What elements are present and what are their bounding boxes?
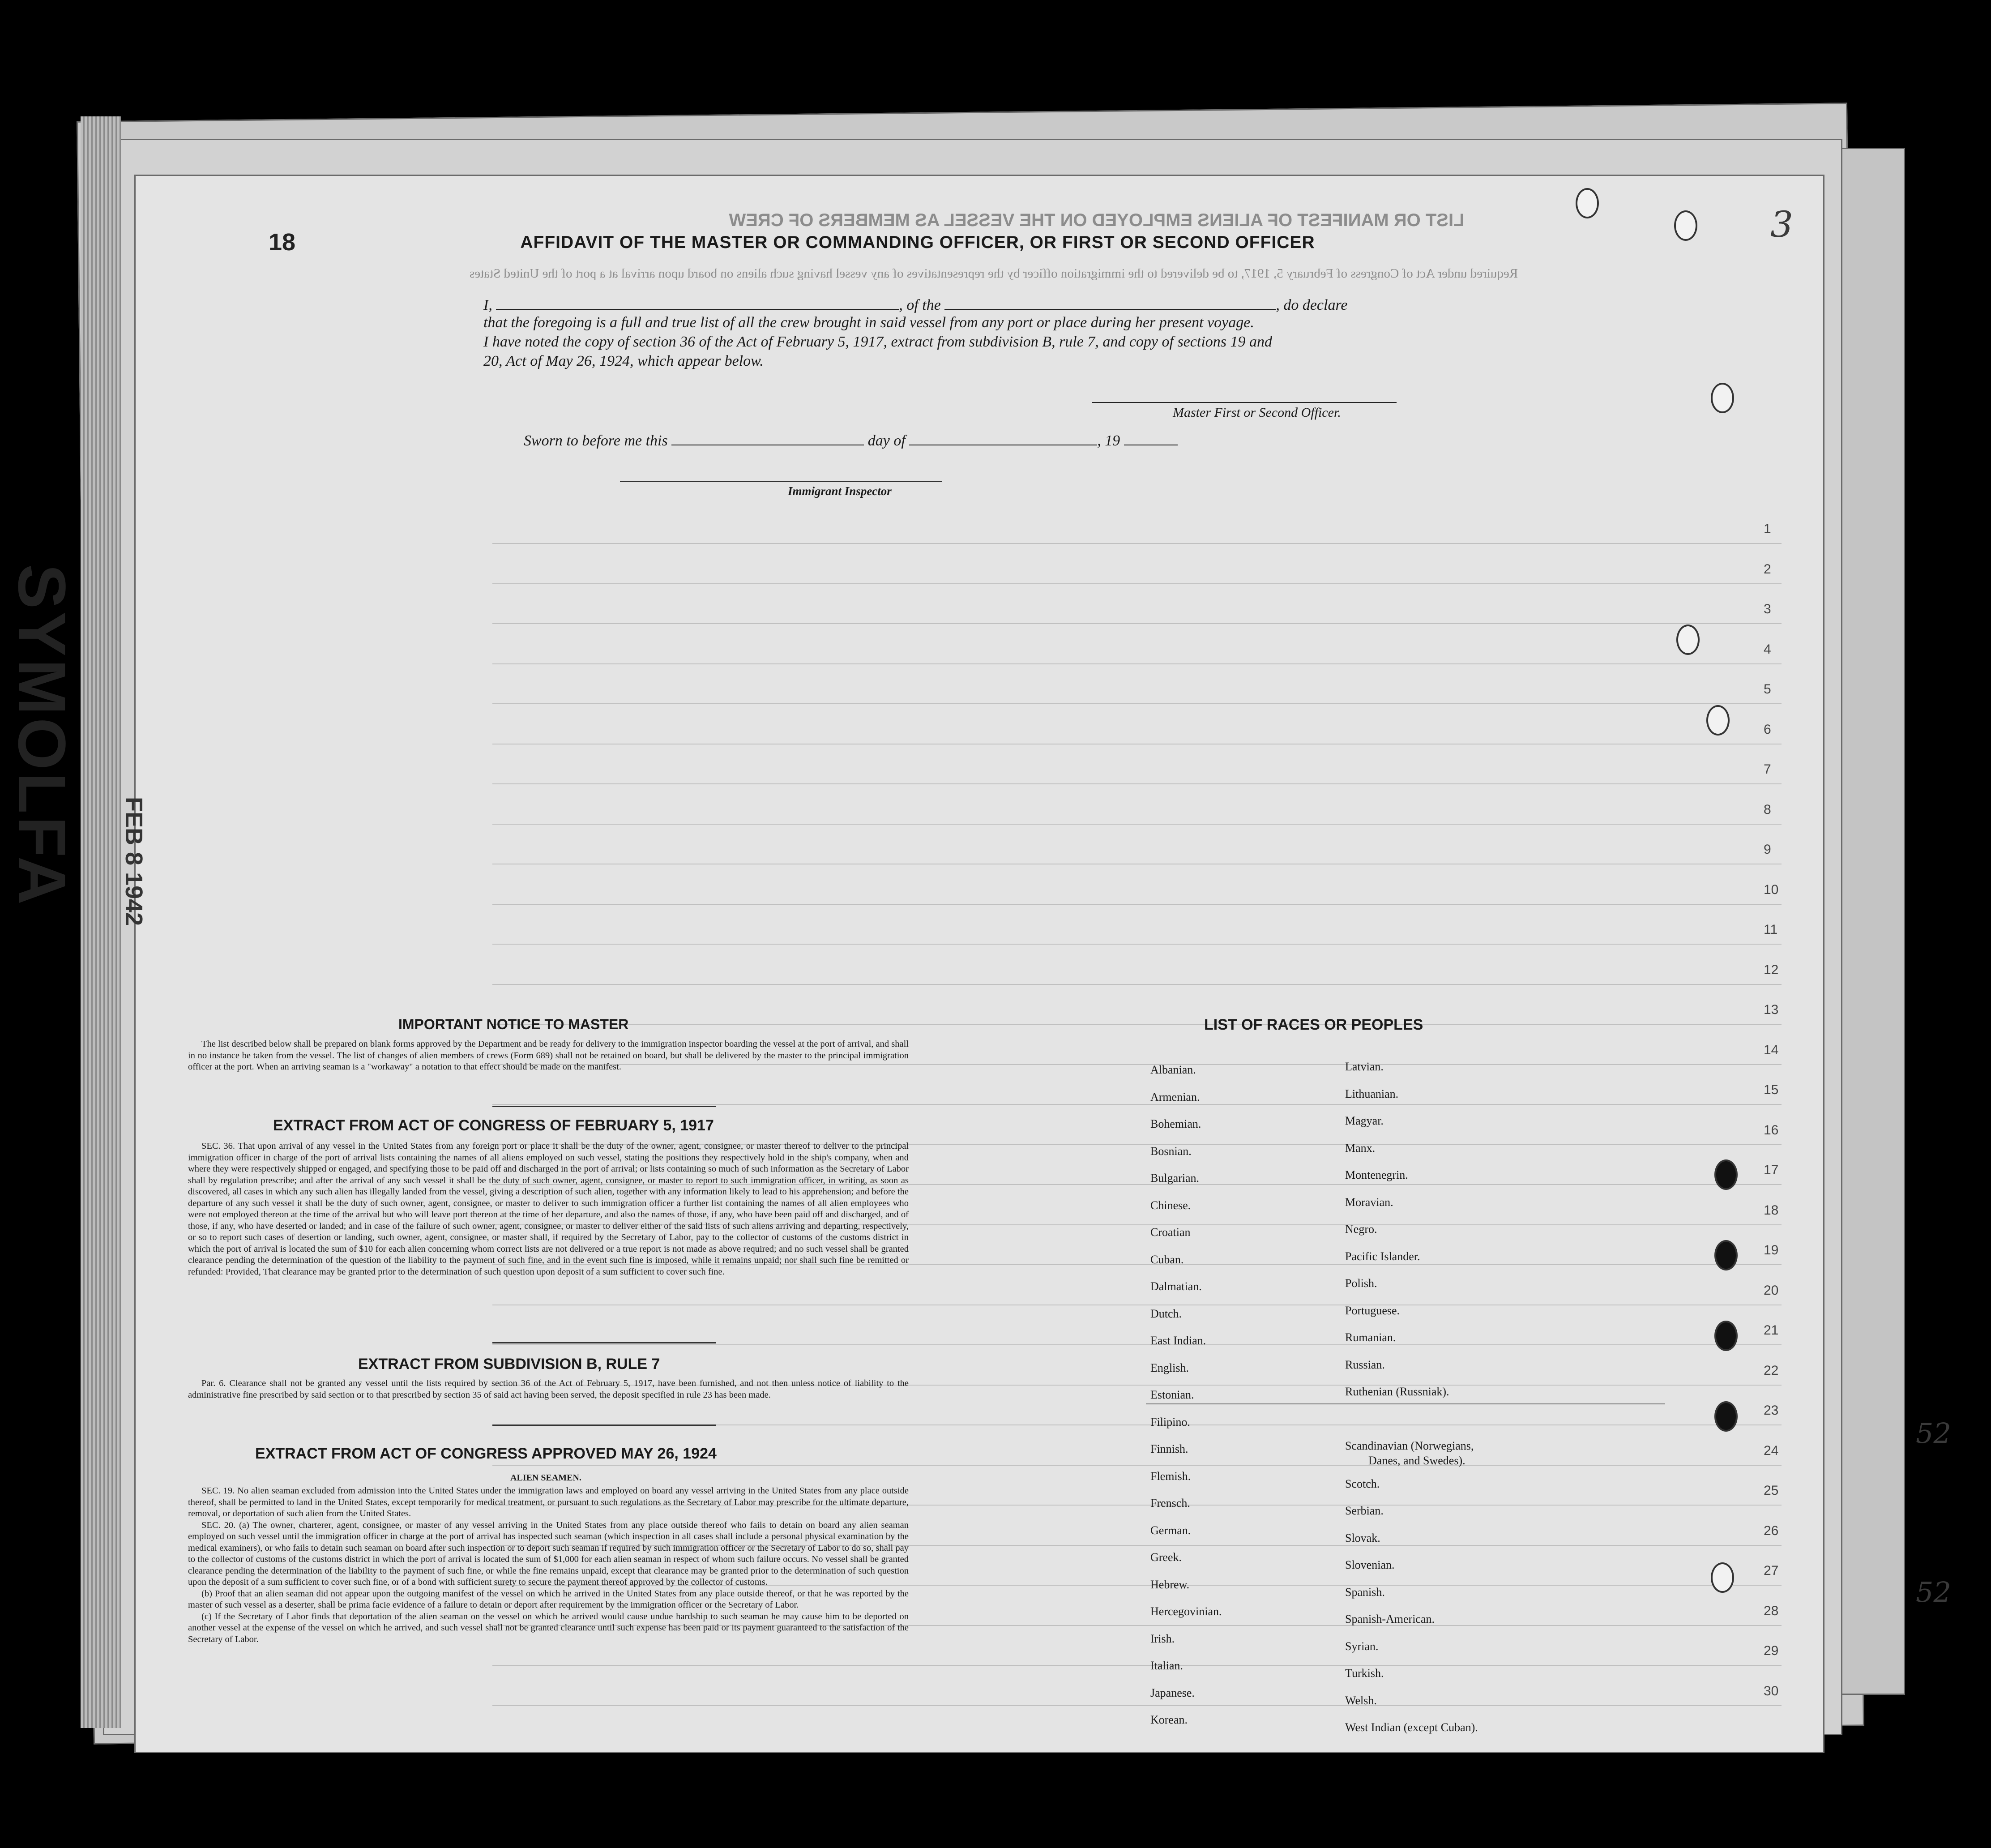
ghost-row-line: [492, 704, 1782, 744]
row-number: 4: [1764, 642, 1771, 657]
sworn-month-blank: [909, 431, 1097, 445]
i-label: I,: [483, 297, 492, 313]
row-number: 20: [1764, 1283, 1779, 1298]
inspector-signature-line: [620, 481, 942, 482]
races-title: LIST OF RACES OR PEOPLES: [1204, 1016, 1423, 1033]
row-number: 23: [1764, 1403, 1779, 1418]
row-number: 16: [1764, 1122, 1779, 1138]
sec-19-paragraph: SEC. 19. No alien seaman excluded from admission into the United States under the immigration laws and employed on board any vessel arriving in the United States from any place outside thereof, shall be permitted to land in the United States, except temporarily for medical treatment, or pursuant to such regulations as the Secretary of Labor may prescribe for the ultimate departure, removal, or deportation of such alien from the United States.: [188, 1486, 909, 1519]
binder-hole: [1714, 1240, 1738, 1270]
race-entry: Spanish-American.: [1345, 1613, 1435, 1626]
extract-1924-subtitle: ALIEN SEAMEN.: [510, 1473, 581, 1483]
section-divider: [492, 1342, 716, 1343]
race-entry: Portuguese.: [1345, 1304, 1400, 1317]
race-entry: Pacific Islander.: [1345, 1249, 1420, 1263]
race-entry: Hebrew.: [1150, 1578, 1190, 1591]
handwritten-total: 52: [1916, 1417, 1951, 1450]
stacked-page-edges: [81, 116, 121, 1728]
row-number: 18: [1764, 1202, 1779, 1218]
extract-1917-text: SEC. 36. That upon arrival of any vessel in the United States from any foreign port or place it shall be the duty of the owner, agent, consignee, or master thereof to deliver to the principal immigration officer in charge of the port of arrival lists containing the names of all aliens employed on such vessel, stating the positions they respectively hold in the ship's company, when and where they were respectively shipped or engaged, and specifying those to be paid off and discharged in the port of arrival; or lists containing so much of such information as the Secretary of Labor shall by regulation prescribe; and after the arrival of any such vessel it shall be the duty of such owner, agent, consignee, or master to report to such immigration officer, in writing, as soon as discovered, all cases in which any such alien has illegally landed from the vessel, giving a description of such alien, together with any information likely to lead to his apprehension; and before the departure of any such vessel it shall be the duty of such owner, agent, consignee, or master to deliver to such immigration officer a further list containing the names of all alien employees who were not employed thereon at the time of the arrival but who will leave port thereon at the time of her departure, and also the names of those, if any, who have been paid off and discharged, and of those, if any, who have deserted or landed; and in case of the failure of such owner, agent, consignee, or master to deliver either of the said lists of such aliens arriving and departing, respectively, or so to report such cases of desertion or landing, such owner, agent, consignee, or master shall, if required by the Secretary of Labor, pay to the collector of customs of the customs district in which the port of arrival is located the sum of $10 for each alien concerning whom correct lists are not delivered or a true report is not made as above required; and no such vessel shall be granted clearance pending the determination of the question of the liability to the payment of such fine, and in the event such fine is imposed, while it remains unpaid; nor shall such fine be remitted or refunded: Provided, That clearance may be granted prior to the determination of such question upon deposit of a sum sufficient to cover such fine.: [188, 1141, 909, 1277]
ghost-row-line: [492, 744, 1782, 784]
vessel-name-blank: [944, 295, 1276, 310]
ghost-row-line: [492, 784, 1782, 825]
rule7-text: Par. 6. Clearance shall not be granted any vessel until the lists required by section 36 of the Act of February 5, 1917, have been furnished, and not then unless notice of liability to the administrative fine prescribed by said section or to that prescribed by section 35 of said act having been served, the deposit specified in rule 23 has been made.: [188, 1378, 909, 1400]
row-number: 1: [1764, 522, 1771, 536]
corner-number: 3: [1770, 204, 1793, 245]
binder-hole: [1674, 210, 1697, 241]
race-entry: Estonian.: [1150, 1388, 1194, 1401]
race-entry: Irish.: [1150, 1632, 1175, 1645]
ghost-row-line: [492, 1666, 1782, 1706]
race-entry: Russian.: [1345, 1358, 1385, 1371]
binder-hole: [1676, 625, 1700, 655]
race-entry: Flemish.: [1150, 1469, 1191, 1483]
race-entry: [1345, 1412, 1478, 1440]
race-entry: Slovak.: [1345, 1531, 1380, 1544]
do-declare-label: , do declare: [1276, 297, 1348, 313]
row-number: 5: [1764, 682, 1771, 697]
race-entry: Welsh.: [1345, 1694, 1377, 1707]
ghost-row-line: [492, 664, 1782, 704]
binder-hole: [1714, 1401, 1738, 1432]
ghost-row-line: [492, 824, 1782, 864]
race-entry: Danes, and Swedes).: [1368, 1454, 1465, 1467]
row-number: 11: [1764, 922, 1778, 937]
notice-text: The list described below shall be prepared on blank forms approved by the Department and be ready for delivery to the immigration inspector boarding the vessel at the port of arrival, and shall in no instance be taken from the vessel. The list of changes of alien members of crews (Form 689) shall not be retained on board, but shall be delivered by the master to the principal immigration officer at the port. When an arriving seaman is a "workaway" a notation to that effect should be made on the manifest.: [188, 1039, 909, 1072]
ghost-row-line: [492, 945, 1782, 985]
row-number: 10: [1764, 882, 1779, 897]
affidavit-line-4: 20, Act of May 26, 1924, which appear below.: [483, 353, 764, 369]
race-entry: Korean.: [1150, 1713, 1188, 1726]
extract-1917-title: EXTRACT FROM ACT OF CONGRESS OF FEBRUARY 5, 1917: [273, 1117, 714, 1134]
rule7-title: EXTRACT FROM SUBDIVISION B, RULE 7: [358, 1356, 660, 1373]
race-entry: Ruthenian (Russniak).: [1345, 1385, 1449, 1398]
race-entry: Syrian.: [1345, 1639, 1379, 1653]
notice-title: IMPORTANT NOTICE TO MASTER: [398, 1016, 629, 1032]
year-label: , 19: [1097, 432, 1120, 449]
race-entry: Bosnian.: [1150, 1144, 1192, 1158]
race-entry: Finnish.: [1150, 1442, 1188, 1455]
mirrored-header-subtitle: Required under Act of Congress of February 5, 1917, to be delivered to the immigration officer by the representatives of any vessel having such aliens on board upon arrival at a port of the United States: [469, 266, 1518, 281]
row-number: 8: [1764, 802, 1771, 817]
race-entry: Manx.: [1345, 1141, 1376, 1155]
sheet-number: 18: [269, 229, 296, 256]
handwritten-total-2: 52: [1916, 1576, 1951, 1608]
sworn-label: Sworn to before me this: [524, 432, 668, 449]
inspector-label: Immigrant Inspector: [788, 484, 892, 498]
of-the-label: , of the: [899, 297, 941, 313]
row-number: 30: [1764, 1683, 1779, 1698]
extract-1924-text: [188, 1485, 909, 1645]
row-number: 3: [1764, 602, 1771, 616]
mirrored-header-title: LIST OR MANIFEST OF ALIENS EMPLOYED ON THE VESSEL AS MEMBERS OF CREW: [729, 210, 1465, 230]
ghost-row-line: [492, 1305, 1782, 1345]
signature-line: [1092, 389, 1397, 403]
sworn-year-blank: [1124, 431, 1178, 445]
race-entry: Slovenian.: [1345, 1558, 1395, 1571]
race-entry: Scandinavian (Norwegians,: [1345, 1439, 1474, 1452]
row-number: 25: [1764, 1483, 1779, 1498]
race-entry: Armenian.: [1150, 1090, 1200, 1104]
race-entry: Scotch.: [1345, 1477, 1380, 1490]
affidavit-line-3: I have noted the copy of section 36 of the Act of February 5, 1917, extract from subdivision B, rule 7, and copy of sections 19 and: [483, 334, 1273, 350]
race-entry: German.: [1150, 1523, 1191, 1537]
race-entry: Magyar.: [1345, 1114, 1384, 1127]
sec-20b-paragraph: (b) Proof that an alien seaman did not appear upon the outgoing manifest of the vessel on which he arrived in the United States from any place outside thereof, or that he was reported by the master of such vessel as a deserter, shall be prima facie evidence of a failure to detain or deport after requirement by the immigration officer or the Secretary of Labor.: [188, 1588, 909, 1610]
binder-hole: [1706, 705, 1730, 736]
ghost-row-line: [492, 984, 1782, 1025]
race-entry: Polish.: [1345, 1277, 1377, 1290]
row-number: 26: [1764, 1523, 1779, 1538]
race-entry: Cuban.: [1150, 1253, 1184, 1266]
signature-label: Master First or Second Officer.: [1173, 405, 1341, 420]
row-number: 29: [1764, 1643, 1779, 1658]
sworn-day-blank: [671, 431, 864, 445]
section-divider: [492, 1106, 716, 1107]
race-entry: Croatian: [1150, 1226, 1191, 1239]
race-entry: Albanian.: [1150, 1063, 1196, 1076]
binder-hole: [1576, 188, 1599, 218]
race-entry: Turkish.: [1345, 1667, 1384, 1680]
row-number: 22: [1764, 1363, 1779, 1378]
ghost-row-line: [492, 864, 1782, 905]
race-entry: Rumanian.: [1345, 1331, 1396, 1344]
ghost-row-line: [492, 904, 1782, 945]
ghost-row-line: [492, 624, 1782, 664]
race-entry: Lithuanian.: [1345, 1087, 1399, 1100]
race-entry: West Indian (except Cuban).: [1345, 1721, 1478, 1734]
master-name-blank: [496, 295, 899, 310]
side-date-stamp: FEB 8 1942: [120, 797, 147, 926]
race-entry: Montenegrin.: [1345, 1168, 1408, 1181]
row-number: 24: [1764, 1443, 1779, 1458]
row-number: 17: [1764, 1163, 1779, 1177]
race-entry: Bohemian.: [1150, 1117, 1201, 1130]
binder-hole: [1714, 1321, 1738, 1351]
race-entry: Spanish.: [1345, 1585, 1385, 1599]
race-entry: Dalmatian.: [1150, 1280, 1202, 1293]
race-entry: Hercegovinian.: [1150, 1605, 1222, 1618]
affidavit-line-2: that the foregoing is a full and true list of all the crew brought in said vessel from any port or place during her present voyage.: [483, 314, 1254, 331]
races-left-column: [1150, 1063, 1222, 1741]
affidavit-declaration-line: [483, 295, 1348, 314]
sec-20c-paragraph: (c) If the Secretary of Labor finds that deportation of the alien seaman on the vessel on which he arrived would cause undue hardship to such seaman he may cause him to be deported on another vessel at the expense of the vessel on which he arrived, and such vessel shall not be granted clearance until such expense has been paid or its payment guaranteed to the satisfaction of the Secretary of Labor.: [188, 1611, 909, 1644]
sworn-line: [524, 431, 1178, 449]
race-entry: Latvian.: [1345, 1060, 1384, 1073]
race-entry: Moravian.: [1345, 1195, 1393, 1209]
race-entry: Chinese.: [1150, 1198, 1191, 1212]
row-number: 19: [1764, 1243, 1779, 1258]
row-number: 21: [1764, 1323, 1779, 1338]
ghost-row-line: [492, 544, 1782, 584]
race-entry: Bulgarian.: [1150, 1172, 1200, 1185]
row-number: 13: [1764, 1002, 1779, 1017]
row-number: 27: [1764, 1563, 1779, 1578]
race-entry: English.: [1150, 1361, 1189, 1374]
race-entry: Filipino.: [1150, 1415, 1190, 1429]
race-entry: Japanese.: [1150, 1686, 1195, 1699]
row-number: 15: [1764, 1082, 1779, 1097]
row-number: 12: [1764, 962, 1779, 977]
ghost-row-line: [492, 584, 1782, 624]
races-separator: [1146, 1403, 1665, 1404]
section-divider: [492, 1424, 716, 1426]
race-entry: East Indian.: [1150, 1334, 1206, 1347]
row-number: 6: [1764, 722, 1771, 737]
sec-20a-paragraph: SEC. 20. (a) The owner, charterer, agent, consignee, or master of any vessel arriving in the United States from any place outside thereof who fails to detain on board any alien seaman employed on such vessel until the immigration officer in charge at the port of arrival has inspected such seaman (which inspection in all cases shall include a personal physical examination by the medical examiners), or who fails to detain such seaman on board after such inspection or to deport such seaman if required by such immigration officer or the Secretary of Labor to do so, shall pay to the collector of customs of the customs district in which the port of arrival is located the sum of $1,000 for each alien seaman in respect of whom such failure occurs. No vessel shall be granted clearance pending the determination of the liability to the payment of such fine, or while the fine remains unpaid, except that clearance may be granted prior to the determination of such question upon the deposit of a sum sufficient to cover such fine, or of a bond with sufficient surety to secure the payment thereof approved by the collector of customs.: [188, 1520, 909, 1587]
affidavit-title: AFFIDAVIT OF THE MASTER OR COMMANDING OFFICER, OR FIRST OR SECOND OFFICER: [520, 233, 1315, 252]
binder-hole: [1711, 1562, 1734, 1593]
binder-hole: [1714, 1159, 1738, 1190]
row-number: 28: [1764, 1603, 1779, 1618]
row-number: 14: [1764, 1042, 1779, 1057]
row-number: 7: [1764, 762, 1771, 777]
race-entry: Dutch.: [1150, 1307, 1182, 1320]
race-entry: Greek.: [1150, 1551, 1182, 1564]
race-entry: Frensch.: [1150, 1497, 1190, 1510]
race-entry: Serbian.: [1345, 1504, 1384, 1517]
binder-hole: [1711, 383, 1734, 413]
side-stamp: SYMOLFA: [4, 564, 80, 908]
row-number: 2: [1764, 561, 1771, 577]
race-entry: Italian.: [1150, 1659, 1183, 1672]
row-number: 9: [1764, 842, 1771, 857]
day-of-label: day of: [867, 432, 906, 449]
extract-1924-title: EXTRACT FROM ACT OF CONGRESS APPROVED MAY 26, 1924: [255, 1445, 717, 1462]
race-entry: Negro.: [1345, 1223, 1377, 1236]
ghost-row-line: [492, 504, 1782, 544]
